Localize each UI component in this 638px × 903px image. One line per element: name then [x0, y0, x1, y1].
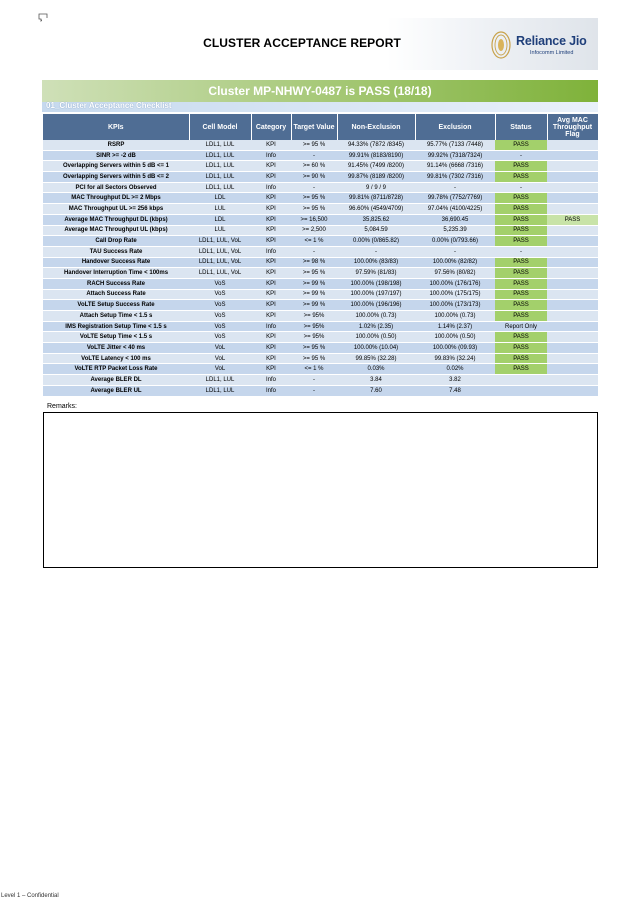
column-header-category: Category: [251, 114, 291, 140]
kpi-cell: RSRP: [43, 140, 189, 150]
table-row: [43, 140, 598, 150]
target-value-cell: >= 95 %: [291, 193, 337, 204]
category-cell: KPI: [251, 278, 291, 289]
non-exclusion-cell: 3.84: [337, 375, 415, 386]
category-cell: Info: [251, 150, 291, 161]
table-row: [43, 332, 598, 343]
category-cell: KPI: [251, 289, 291, 300]
category-cell: KPI: [251, 268, 291, 279]
target-value-cell: >= 95%: [291, 332, 337, 343]
cell-model-cell: VoL: [189, 353, 251, 364]
cell-model-cell: LDL1, LUL: [189, 150, 251, 161]
target-value-cell: >= 90 %: [291, 172, 337, 183]
cell-model-cell: LDL1, LUL, VoL: [189, 257, 251, 268]
category-cell: KPI: [251, 300, 291, 311]
category-cell: KPI: [251, 364, 291, 375]
table-row: [43, 353, 598, 364]
cell-model-cell: VoS: [189, 289, 251, 300]
table-row: [43, 343, 598, 354]
exclusion-cell: 0.02%: [415, 364, 495, 375]
non-exclusion-cell: 100.00% (196/196): [337, 300, 415, 311]
non-exclusion-cell: 97.59% (81/83): [337, 268, 415, 279]
category-cell: KPI: [251, 332, 291, 343]
kpi-cell: Handover Interruption Time < 100ms: [43, 268, 189, 279]
target-value-cell: -: [291, 375, 337, 386]
avg-mac-flag-cell: PASS: [547, 214, 598, 225]
cluster-status-title: Cluster MP-NHWY-0487 is PASS (18/18): [208, 84, 432, 98]
non-exclusion-cell: 100.00% (10.04): [337, 343, 415, 354]
column-header-status: Status: [495, 114, 547, 140]
non-exclusion-cell: 35,825.62: [337, 214, 415, 225]
status-cell: PASS: [495, 236, 547, 247]
non-exclusion-cell: 0.03%: [337, 364, 415, 375]
cell-model-cell: VoS: [189, 332, 251, 343]
non-exclusion-cell: 1.02% (2.35): [337, 321, 415, 332]
reliance-jio-logo: [486, 28, 598, 64]
report-title: CLUSTER ACCEPTANCE REPORT: [203, 36, 401, 50]
non-exclusion-cell: 7.60: [337, 385, 415, 396]
table-row: [43, 385, 598, 396]
status-cell: -: [495, 150, 547, 161]
category-cell: Info: [251, 385, 291, 396]
exclusion-cell: 95.77% (7133 /7448): [415, 140, 495, 150]
column-header-non-exclusion: Non-Exclusion: [337, 114, 415, 140]
avg-mac-flag-cell: [547, 182, 598, 193]
kpi-cell: Call Drop Rate: [43, 236, 189, 247]
remarks-label: Remarks:: [47, 403, 77, 410]
category-cell: KPI: [251, 214, 291, 225]
status-cell: PASS: [495, 332, 547, 343]
exclusion-cell: 100.00% (173/173): [415, 300, 495, 311]
kpi-cell: TAU Success Rate: [43, 246, 189, 257]
avg-mac-flag-cell: [547, 278, 598, 289]
status-cell: PASS: [495, 225, 547, 236]
table-row: [43, 268, 598, 279]
target-value-cell: >= 95 %: [291, 204, 337, 215]
status-cell: PASS: [495, 311, 547, 322]
column-header-target-value: Target Value: [291, 114, 337, 140]
kpi-cell: Attach Setup Time < 1.5 s: [43, 311, 189, 322]
cell-model-cell: VoL: [189, 343, 251, 354]
kpi-cell: PCI for all Sectors Observed: [43, 182, 189, 193]
category-cell: Info: [251, 246, 291, 257]
category-cell: KPI: [251, 140, 291, 150]
table-row: [43, 193, 598, 204]
non-exclusion-cell: 99.91% (8183/8190): [337, 150, 415, 161]
status-cell: PASS: [495, 193, 547, 204]
cell-model-cell: VoS: [189, 300, 251, 311]
status-cell: PASS: [495, 353, 547, 364]
avg-mac-flag-cell: [547, 236, 598, 247]
kpi-cell: Average BLER UL: [43, 385, 189, 396]
exclusion-cell: 97.56% (80/82): [415, 268, 495, 279]
kpi-cell: Overlapping Servers within 5 dB <= 2: [43, 172, 189, 183]
status-cell: PASS: [495, 343, 547, 354]
cell-model-cell: LDL: [189, 214, 251, 225]
non-exclusion-cell: 5,084.59: [337, 225, 415, 236]
non-exclusion-cell: 100.00% (83/83): [337, 257, 415, 268]
target-value-cell: >= 99 %: [291, 278, 337, 289]
avg-mac-flag-cell: [547, 225, 598, 236]
exclusion-cell: 100.00% (176/176): [415, 278, 495, 289]
avg-mac-flag-cell: [547, 172, 598, 183]
kpi-cell: Attach Success Rate: [43, 289, 189, 300]
avg-mac-flag-cell: [547, 353, 598, 364]
target-value-cell: >= 95 %: [291, 268, 337, 279]
kpi-cell: RACH Success Rate: [43, 278, 189, 289]
status-cell: PASS: [495, 278, 547, 289]
column-header-exclusion: Exclusion: [415, 114, 495, 140]
table-row: [43, 150, 598, 161]
avg-mac-flag-cell: [547, 364, 598, 375]
kpi-cell: Handover Success Rate: [43, 257, 189, 268]
cluster-acceptance-table: [43, 114, 599, 397]
cell-model-cell: LUL: [189, 204, 251, 215]
logo-subtitle-text: Infocomm Limited: [530, 50, 574, 56]
target-value-cell: >= 95 %: [291, 353, 337, 364]
status-cell: PASS: [495, 140, 547, 150]
status-cell: PASS: [495, 204, 547, 215]
non-exclusion-cell: 100.00% (198/198): [337, 278, 415, 289]
exclusion-cell: 3.82: [415, 375, 495, 386]
table-row: [43, 172, 598, 183]
status-cell: [495, 375, 547, 386]
table-row: [43, 364, 598, 375]
avg-mac-flag-cell: [547, 193, 598, 204]
kpi-cell: Average MAC Throughput UL (kbps): [43, 225, 189, 236]
checklist-title: 01_Cluster Acceptance Checklist: [46, 101, 172, 110]
non-exclusion-cell: 91.45% (7499 /8200): [337, 161, 415, 172]
target-value-cell: -: [291, 150, 337, 161]
avg-mac-flag-cell: [547, 385, 598, 396]
table-row: [43, 321, 598, 332]
exclusion-cell: 100.00% (09.93): [415, 343, 495, 354]
cell-model-cell: LDL1, LUL: [189, 385, 251, 396]
non-exclusion-cell: -: [337, 246, 415, 257]
category-cell: KPI: [251, 353, 291, 364]
kpi-cell: IMS Registration Setup Time < 1.5 s: [43, 321, 189, 332]
category-cell: KPI: [251, 193, 291, 204]
status-cell: PASS: [495, 161, 547, 172]
target-value-cell: >= 16,500: [291, 214, 337, 225]
category-cell: KPI: [251, 236, 291, 247]
exclusion-cell: -: [415, 246, 495, 257]
non-exclusion-cell: 99.87% (8189 /8200): [337, 172, 415, 183]
kpi-cell: VoLTE Latency < 100 ms: [43, 353, 189, 364]
status-cell: PASS: [495, 172, 547, 183]
exclusion-cell: 100.00% (0.50): [415, 332, 495, 343]
non-exclusion-cell: 100.00% (0.73): [337, 311, 415, 322]
kpi-cell: VoLTE Jitter < 40 ms: [43, 343, 189, 354]
kpi-cell: VoLTE RTP Packet Loss Rate: [43, 364, 189, 375]
exclusion-cell: 100.00% (0.73): [415, 311, 495, 322]
category-cell: KPI: [251, 343, 291, 354]
status-cell: Report Only: [495, 321, 547, 332]
cell-model-cell: LDL1, LUL: [189, 375, 251, 386]
column-header-avg-mac-flag: Avg MAC Throughput Flag: [547, 114, 598, 140]
avg-mac-flag-cell: [547, 289, 598, 300]
exclusion-cell: 99.83% (32.24): [415, 353, 495, 364]
avg-mac-flag-cell: [547, 246, 598, 257]
exclusion-cell: 36,690.45: [415, 214, 495, 225]
status-cell: PASS: [495, 364, 547, 375]
status-cell: [495, 385, 547, 396]
table-row: [43, 182, 598, 193]
table-row: [43, 300, 598, 311]
cell-model-cell: LUL: [189, 225, 251, 236]
target-value-cell: >= 2,500: [291, 225, 337, 236]
exclusion-cell: 1.14% (2.37): [415, 321, 495, 332]
column-header-cell-model: Cell Model: [189, 114, 251, 140]
target-value-cell: >= 60 %: [291, 161, 337, 172]
target-value-cell: <= 1 %: [291, 236, 337, 247]
avg-mac-flag-cell: [547, 161, 598, 172]
non-exclusion-cell: 96.60% (4549/4709): [337, 204, 415, 215]
cell-model-cell: VoS: [189, 311, 251, 322]
table-row: [43, 236, 598, 247]
target-value-cell: >= 99 %: [291, 289, 337, 300]
cell-model-cell: LDL1, LUL: [189, 140, 251, 150]
avg-mac-flag-cell: [547, 311, 598, 322]
target-value-cell: -: [291, 385, 337, 396]
exclusion-cell: 97.04% (4100/4225): [415, 204, 495, 215]
avg-mac-flag-cell: [547, 257, 598, 268]
avg-mac-flag-cell: [547, 150, 598, 161]
non-exclusion-cell: 100.00% (0.50): [337, 332, 415, 343]
non-exclusion-cell: 9 / 9 / 9: [337, 182, 415, 193]
table-row: [43, 375, 598, 386]
cell-model-cell: LDL1, LUL, VoL: [189, 268, 251, 279]
logo-brand-text: Reliance Jio: [516, 34, 587, 48]
kpi-cell: Overlapping Servers within 5 dB <= 1: [43, 161, 189, 172]
avg-mac-flag-cell: [547, 300, 598, 311]
category-cell: KPI: [251, 172, 291, 183]
logo-emblem-icon: [486, 28, 516, 62]
target-value-cell: >= 95 %: [291, 140, 337, 150]
cell-model-cell: VoS: [189, 321, 251, 332]
category-cell: KPI: [251, 257, 291, 268]
target-value-cell: -: [291, 246, 337, 257]
status-cell: -: [495, 246, 547, 257]
table-header-row: [43, 114, 598, 140]
exclusion-cell: 99.78% (7752/7769): [415, 193, 495, 204]
status-cell: PASS: [495, 268, 547, 279]
exclusion-cell: 5,235.39: [415, 225, 495, 236]
non-exclusion-cell: 94.33% (7872 /8345): [337, 140, 415, 150]
non-exclusion-cell: 100.00% (197/197): [337, 289, 415, 300]
avg-mac-flag-cell: [547, 343, 598, 354]
table-row: [43, 204, 598, 215]
target-value-cell: >= 98 %: [291, 257, 337, 268]
table-row: [43, 289, 598, 300]
table-row: [43, 257, 598, 268]
exclusion-cell: 99.92% (7318/7324): [415, 150, 495, 161]
kpi-cell: MAC Throughput DL >= 2 Mbps: [43, 193, 189, 204]
remarks-box: [43, 412, 598, 568]
category-cell: Info: [251, 321, 291, 332]
target-value-cell: -: [291, 182, 337, 193]
exclusion-cell: 91.14% (6668 /7316): [415, 161, 495, 172]
avg-mac-flag-cell: [547, 204, 598, 215]
kpi-cell: Average MAC Throughput DL (kbps): [43, 214, 189, 225]
avg-mac-flag-cell: [547, 332, 598, 343]
confidentiality-footer: Level 1 – Confidential: [1, 893, 59, 899]
target-value-cell: >= 95%: [291, 321, 337, 332]
avg-mac-flag-cell: [547, 321, 598, 332]
cell-model-cell: LDL1, LUL, VoL: [189, 246, 251, 257]
exclusion-cell: 99.81% (7302 /7316): [415, 172, 495, 183]
exclusion-cell: 100.00% (82/82): [415, 257, 495, 268]
table-row: [43, 246, 598, 257]
target-value-cell: >= 95%: [291, 311, 337, 322]
table-row: [43, 161, 598, 172]
kpi-cell: Average BLER DL: [43, 375, 189, 386]
table-row: [43, 214, 598, 225]
kpi-cell: MAC Throughput UL >= 256 kbps: [43, 204, 189, 215]
table-row: [43, 311, 598, 322]
status-cell: -: [495, 182, 547, 193]
kpi-cell: VoLTE Setup Time < 1.5 s: [43, 332, 189, 343]
exclusion-cell: 100.00% (175/175): [415, 289, 495, 300]
exclusion-cell: 7.48: [415, 385, 495, 396]
kpi-cell: VoLTE Setup Success Rate: [43, 300, 189, 311]
table-row: [43, 225, 598, 236]
column-header-kpis: KPIs: [43, 114, 189, 140]
cell-model-cell: LDL1, LUL, VoL: [189, 236, 251, 247]
table-row: [43, 278, 598, 289]
avg-mac-flag-cell: [547, 268, 598, 279]
status-cell: PASS: [495, 257, 547, 268]
target-value-cell: >= 99 %: [291, 300, 337, 311]
non-exclusion-cell: 99.85% (32.28): [337, 353, 415, 364]
cell-model-cell: LDL1, LUL: [189, 182, 251, 193]
kpi-cell: SINR >= -2 dB: [43, 150, 189, 161]
category-cell: Info: [251, 375, 291, 386]
cell-model-cell: LDL: [189, 193, 251, 204]
target-value-cell: >= 95 %: [291, 343, 337, 354]
exclusion-cell: -: [415, 182, 495, 193]
cell-model-cell: VoL: [189, 364, 251, 375]
cell-model-cell: VoS: [189, 278, 251, 289]
cell-model-cell: LDL1, LUL: [189, 172, 251, 183]
status-cell: PASS: [495, 300, 547, 311]
non-exclusion-cell: 99.81% (8711/8728): [337, 193, 415, 204]
category-cell: KPI: [251, 161, 291, 172]
status-cell: PASS: [495, 289, 547, 300]
status-cell: PASS: [495, 214, 547, 225]
target-value-cell: <= 1 %: [291, 364, 337, 375]
cell-model-cell: LDL1, LUL: [189, 161, 251, 172]
category-cell: KPI: [251, 225, 291, 236]
exclusion-cell: 0.00% (0/793.66): [415, 236, 495, 247]
category-cell: KPI: [251, 311, 291, 322]
category-cell: KPI: [251, 204, 291, 215]
non-exclusion-cell: 0.00% (0/865.82): [337, 236, 415, 247]
avg-mac-flag-cell: [547, 140, 598, 150]
avg-mac-flag-cell: [547, 375, 598, 386]
category-cell: Info: [251, 182, 291, 193]
